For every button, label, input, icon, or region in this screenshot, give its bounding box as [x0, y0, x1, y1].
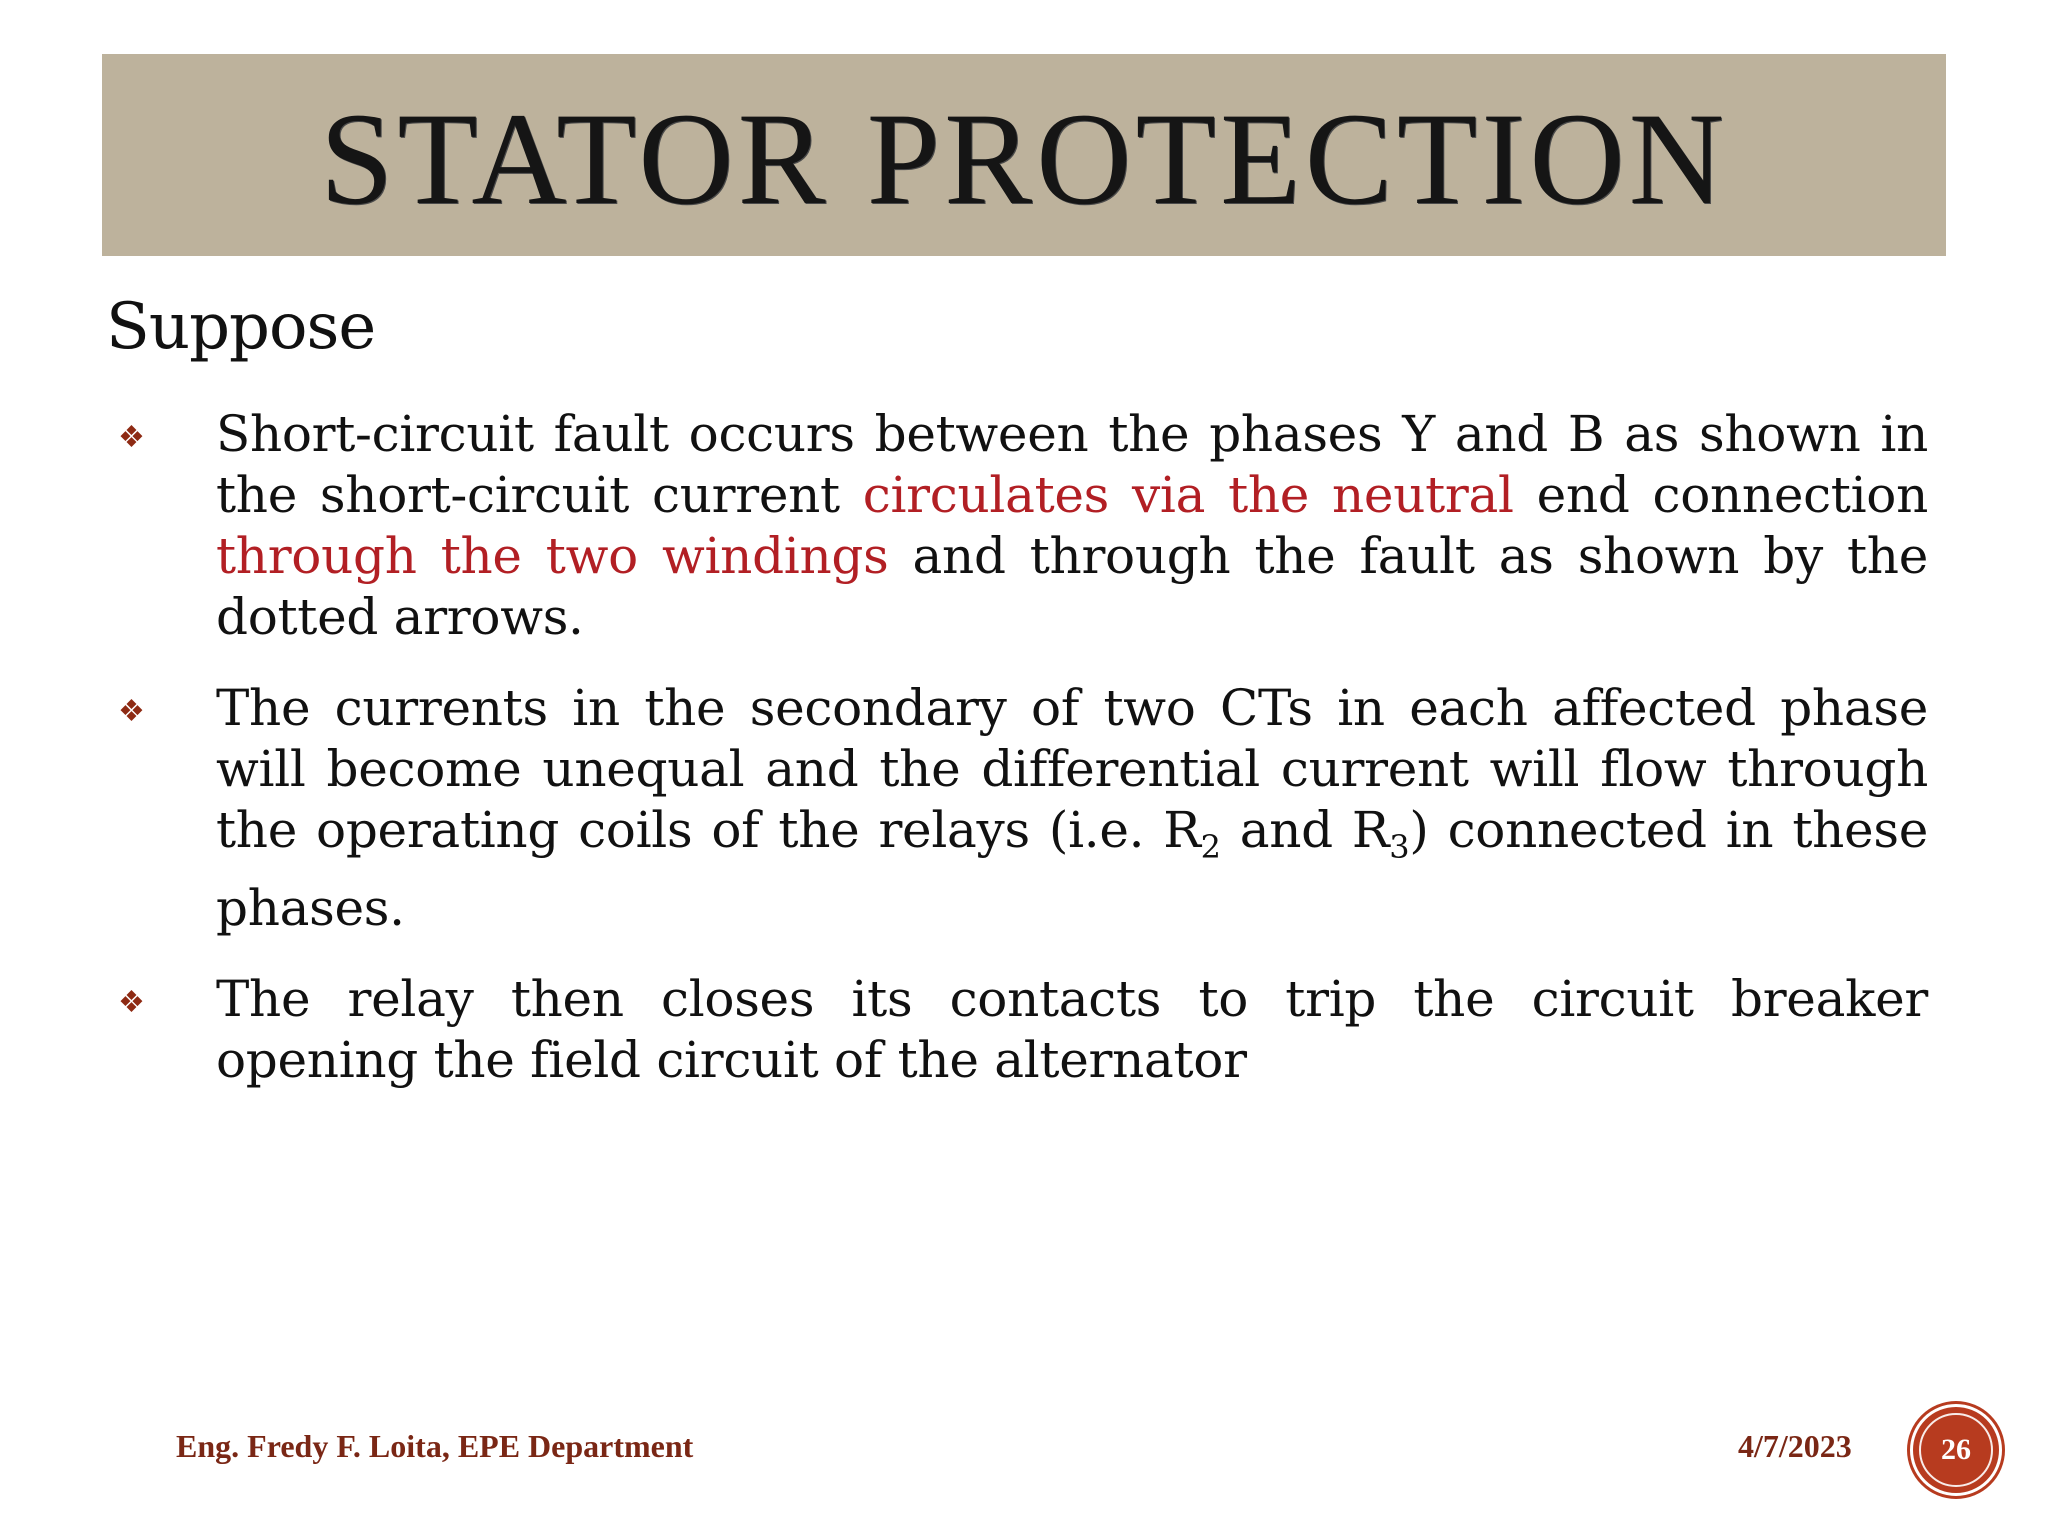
text-run: and R — [1220, 801, 1390, 859]
bullet-text — [216, 969, 1928, 1091]
bullet-item — [118, 678, 1928, 939]
text-run: The currents in the secondary of two CTs in each affected phase will become unequal and the differential current will flow through the operating coils of the relays (i.e. R — [216, 679, 1928, 859]
highlight-text: through the two windings — [216, 527, 889, 585]
page-number-badge — [1910, 1404, 2002, 1496]
diamond-cluster-icon: ❖ — [118, 694, 145, 729]
footer-date: 4/7/2023 — [1738, 1428, 1852, 1464]
bullet-list — [118, 404, 1928, 1121]
bullet-text — [216, 404, 1928, 648]
page-number: 26 — [1919, 1413, 1993, 1487]
text-run: ) connected in these phases. — [216, 801, 1928, 937]
bullet-item — [118, 969, 1928, 1091]
subheading: Suppose — [106, 290, 376, 364]
title-band — [102, 54, 1946, 256]
slide-title: STATOR PROTECTION — [319, 85, 1729, 232]
bullet-text — [216, 678, 1928, 939]
text-run: Short-circuit fault occurs between the phases Y and B as shown in the short-circuit current — [216, 405, 1928, 524]
subscript: 3 — [1389, 828, 1410, 866]
subscript: 2 — [1200, 828, 1221, 866]
footer-author: Eng. Fredy F. Loita, EPE Department — [176, 1428, 694, 1464]
text-run: end connection — [1513, 466, 1928, 524]
highlight-text: circulates via the neutral — [862, 466, 1514, 524]
bullet-item — [118, 404, 1928, 648]
diamond-cluster-icon: ❖ — [118, 985, 145, 1020]
diamond-cluster-icon: ❖ — [118, 420, 145, 455]
text-run: The relay then closes its contacts to trip the circuit breaker opening the field circuit of the alternator — [216, 970, 1928, 1089]
text-run: and through the fault as shown by the dotted arrows. — [216, 527, 1928, 646]
